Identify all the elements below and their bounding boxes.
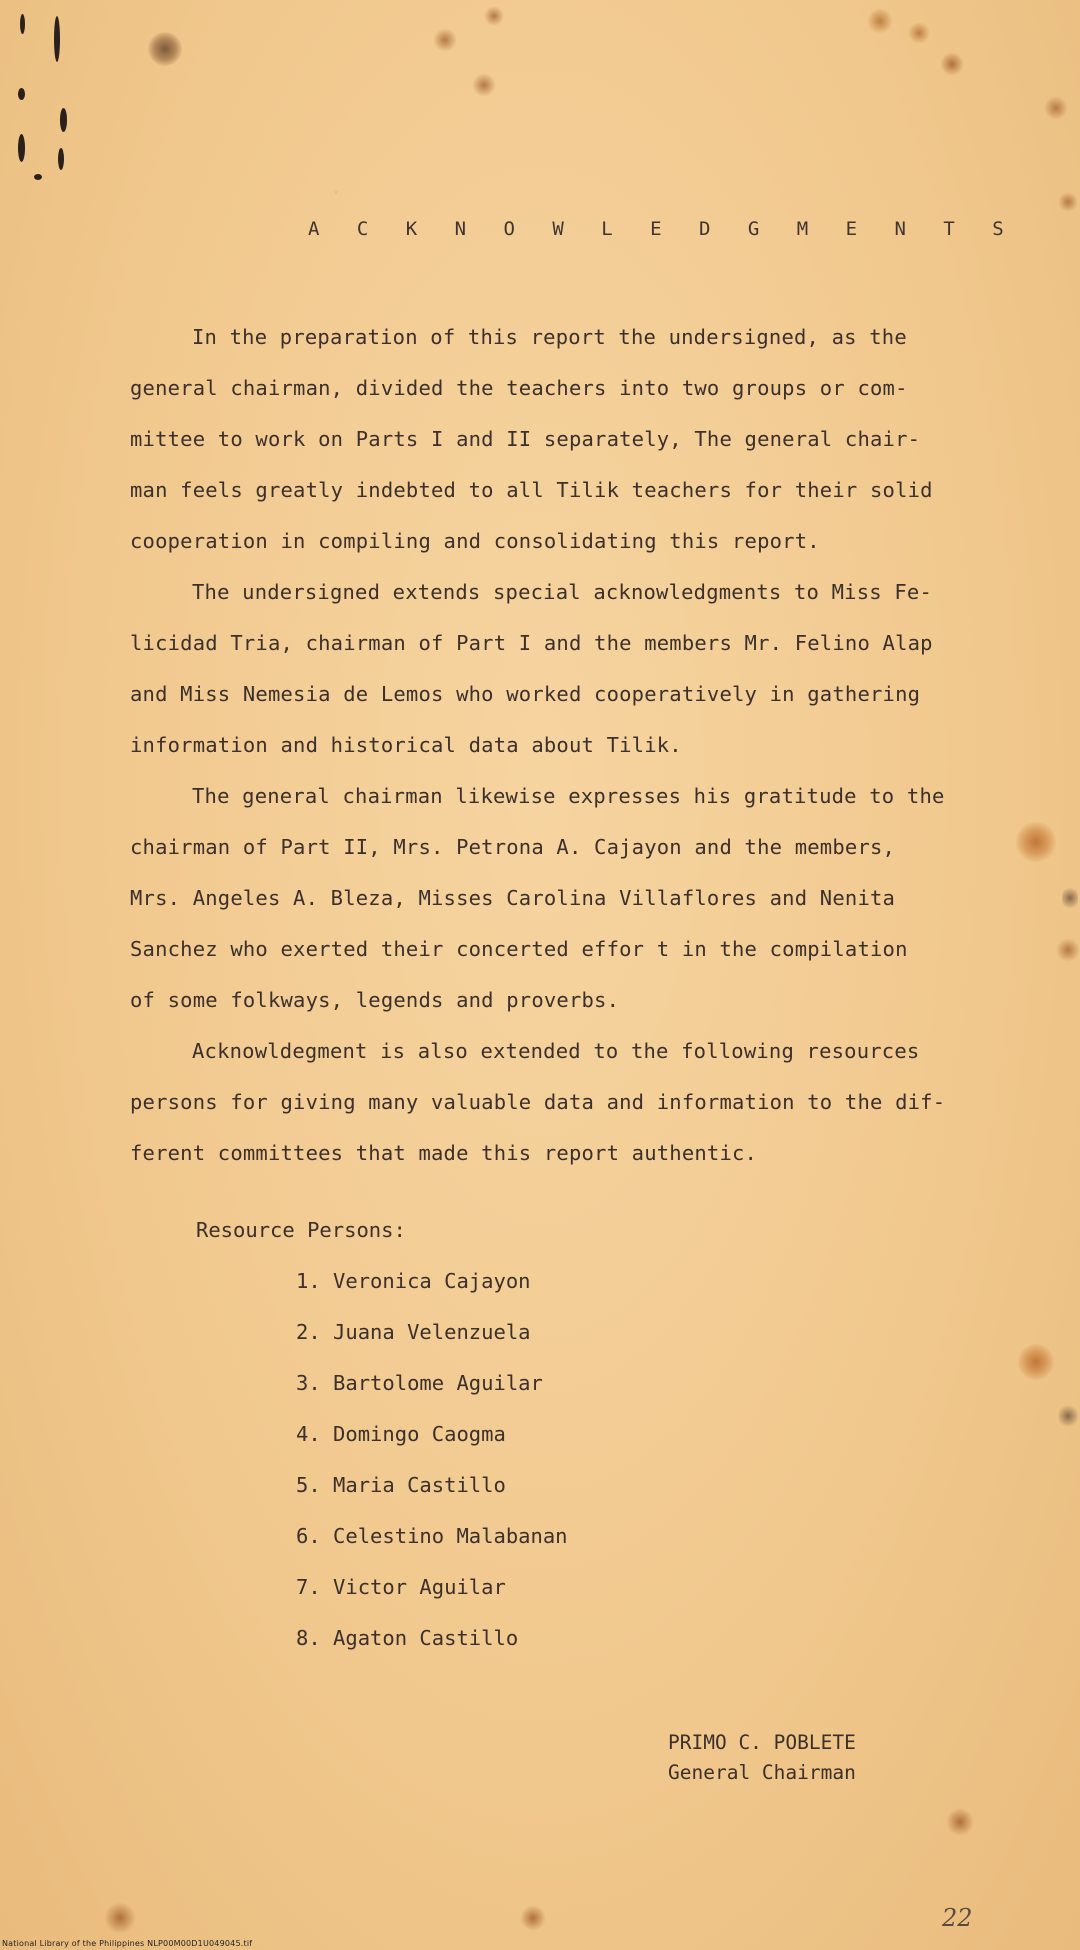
stain-mark xyxy=(104,1902,136,1934)
list-item: 3. Bartolome Aguilar xyxy=(296,1371,543,1395)
stain-mark xyxy=(472,73,496,97)
punch-mark xyxy=(60,108,67,132)
paragraph-line: cooperation in compiling and consolidating this report. xyxy=(130,529,820,553)
paragraph-line: Acknowldegment is also extended to the following resources xyxy=(192,1039,920,1063)
stain-mark xyxy=(867,8,893,34)
paragraph-line: Sanchez who exerted their concerted effor t in the compilation xyxy=(130,937,908,961)
paragraph-line: ferent committees that made this report authentic. xyxy=(130,1141,758,1165)
stain-mark xyxy=(1062,885,1078,911)
resource-persons-section xyxy=(196,1218,568,1664)
paragraph-line: The general chairman likewise expresses his gratitude to the xyxy=(192,784,945,808)
stain-mark xyxy=(433,28,457,52)
paragraph-line: In the preparation of this report the undersigned, as the xyxy=(192,325,907,349)
list-item: 5. Maria Castillo xyxy=(296,1473,506,1497)
list-item: 1. Veronica Cajayon xyxy=(296,1269,531,1293)
list-item: 6. Celestino Malabanan xyxy=(296,1524,568,1548)
resource-list xyxy=(296,1256,568,1664)
signature-block xyxy=(668,1728,856,1788)
paragraph-line: The undersigned extends special acknowledgments to Miss Fe- xyxy=(192,580,932,604)
list-item: 8. Agaton Castillo xyxy=(296,1626,519,1650)
paragraph-line: and Miss Nemesia de Lemos who worked cooperatively in gathering xyxy=(130,682,921,706)
stain-mark xyxy=(1058,192,1078,212)
stain-mark xyxy=(148,32,182,66)
stain-mark xyxy=(1016,822,1056,862)
punch-mark xyxy=(20,14,25,34)
bleed-through-text: . xyxy=(330,175,346,199)
body-text xyxy=(130,312,960,1179)
page-title: A C K N O W L E D G M E N T S xyxy=(308,218,1017,240)
stain-mark xyxy=(520,1905,546,1931)
stain-mark xyxy=(946,1808,974,1836)
stain-mark xyxy=(1056,938,1080,962)
signatory-name: PRIMO C. POBLETE xyxy=(668,1731,856,1754)
punch-mark xyxy=(54,16,60,62)
stain-mark xyxy=(1018,1344,1054,1380)
paragraph-line: information and historical data about Tilik. xyxy=(130,733,682,757)
paragraph-line: man feels greatly indebted to all Tilik teachers for their solid xyxy=(130,478,933,502)
stain-mark xyxy=(1044,96,1068,120)
stain-mark xyxy=(940,52,964,76)
resource-heading: Resource Persons: xyxy=(196,1218,406,1242)
paragraph-line: Mrs. Angeles A. Bleza, Misses Carolina Villaflores and Nenita xyxy=(130,886,896,910)
paragraph-line: chairman of Part II, Mrs. Petrona A. Cajayon and the members, xyxy=(130,835,896,859)
list-item: 4. Domingo Caogma xyxy=(296,1422,506,1446)
punch-mark xyxy=(18,88,25,100)
paragraph-line: of some folkways, legends and proverbs. xyxy=(130,988,620,1012)
scan-footer: National Library of the Philippines NLP00M00D1U049045.tif xyxy=(2,1939,253,1948)
punch-mark xyxy=(34,174,42,180)
paragraph-line: persons for giving many valuable data and information to the dif- xyxy=(130,1090,946,1114)
signatory-role: General Chairman xyxy=(668,1761,856,1784)
paragraph-line: mittee to work on Parts I and II separately, The general chair- xyxy=(130,427,921,451)
stain-mark xyxy=(908,22,930,44)
paragraph-line: licidad Tria, chairman of Part I and the members Mr. Felino Alap xyxy=(130,631,933,655)
paragraph-line: general chairman, divided the teachers into two groups or com- xyxy=(130,376,908,400)
stain-mark xyxy=(1058,1404,1078,1428)
stain-mark xyxy=(484,6,504,26)
list-item: 7. Victor Aguilar xyxy=(296,1575,506,1599)
punch-mark xyxy=(58,148,64,170)
list-item: 2. Juana Velenzuela xyxy=(296,1320,531,1344)
punch-mark xyxy=(18,134,25,162)
page-number: 22 xyxy=(942,1904,973,1932)
